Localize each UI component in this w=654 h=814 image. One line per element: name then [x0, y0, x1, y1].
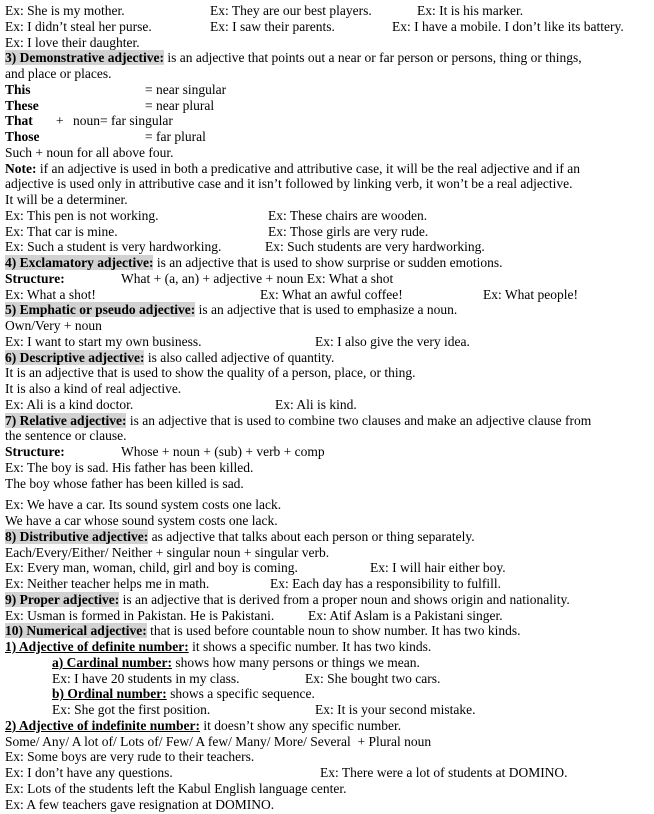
- example-line: [5, 397, 654, 413]
- example-text: Ex: Some boys are very rude to their teachers.: [5, 749, 255, 765]
- example-text: Ex: I love their daughter.: [5, 34, 140, 50]
- definition-text: is an adjective that is used to combine two clauses and make an adjective clause from: [126, 412, 592, 428]
- example-line: [5, 765, 654, 781]
- section-exclamatory: [5, 255, 654, 271]
- demonstrative-this-line: [5, 82, 654, 98]
- rule-text: Each/Every/Either/ Neither + singular noun + singular verb.: [5, 544, 330, 560]
- example-line: [5, 497, 654, 513]
- definition-line: [5, 381, 654, 397]
- example-text: Ex: Atif Aslam is a Pakistani singer.: [308, 607, 503, 623]
- example-text: Ex: There were a lot of students at DOMINO.: [320, 765, 568, 780]
- note-label: Note:: [5, 160, 37, 176]
- term-meaning: = far plural: [145, 129, 206, 144]
- example-text: Ex: Ali is a kind doctor.: [5, 396, 134, 412]
- section-descriptive: [5, 350, 654, 366]
- example-text: Ex: The boy is sad. His father has been killed.: [5, 459, 254, 475]
- example-text: Ex: I didn’t steal her purse.: [5, 18, 152, 34]
- example-line: [5, 224, 654, 240]
- term-meaning: noun= far singular: [73, 113, 173, 129]
- demonstrative-these-line: [5, 98, 654, 114]
- heading-relative-adjective: 7) Relative adjective:: [5, 412, 127, 428]
- definition-text: is an adjective that is used to show surprise or sudden emotions.: [153, 255, 503, 270]
- definition-text: as adjective that talks about each person or thing separately.: [148, 528, 475, 544]
- plus-sign: +: [56, 113, 64, 129]
- note-text: adjective is used only in attributive case and it isn’t followed by linking verb, it won’t be a real adjective.: [5, 176, 573, 192]
- definition-text: and place or places.: [5, 66, 112, 81]
- example-text: Ex: Ali is kind.: [275, 396, 357, 412]
- section-relative: [5, 413, 654, 429]
- subheading-definite-number: [5, 639, 654, 655]
- subheading-label: 2) Adjective of indefinite number:: [5, 717, 200, 733]
- example-text: Ex: I have a mobile. I don’t like its battery.: [392, 18, 624, 34]
- example-text: Ex: She bought two cars.: [305, 670, 441, 686]
- demonstrative-that-line: [5, 113, 654, 129]
- structure-line: [5, 271, 654, 287]
- rule-line: [5, 545, 654, 561]
- example-line: [5, 608, 654, 624]
- example-line: [5, 239, 654, 255]
- example-text: Ex: I saw their parents.: [210, 18, 335, 34]
- example-line: [5, 513, 654, 529]
- example-text: We have a car whose sound system costs one lack.: [5, 513, 278, 528]
- example-text: Ex: I also give the very idea.: [315, 333, 470, 349]
- section-proper: [5, 592, 654, 608]
- example-line: [5, 287, 654, 303]
- example-text: Ex: Neither teacher helps me in math.: [5, 576, 210, 591]
- structure-formula: Whose + noun + (sub) + verb + comp: [121, 444, 325, 459]
- example-text: Ex: I don’t have any questions.: [5, 765, 173, 780]
- term-meaning: = near singular: [145, 81, 227, 97]
- note-text: if an adjective is used in both a predicative and attributive case, it will be the real adjective and if an: [36, 160, 581, 176]
- example-line: [5, 749, 654, 765]
- definition-text: it doesn’t show any specific number.: [199, 717, 402, 733]
- example-text: Ex: She got the first position.: [52, 702, 211, 717]
- subheading-ordinal-number: [5, 686, 654, 702]
- subheading-cardinal-number: [5, 655, 654, 671]
- demonstrative-those-line: [5, 129, 654, 145]
- definition-line: [5, 365, 654, 381]
- subheading-label: b) Ordinal number:: [52, 686, 167, 702]
- example-text: Ex: What a shot!: [5, 286, 96, 302]
- definition-text: is an adjective that is used to emphasize a noun.: [195, 302, 458, 318]
- definition-text: is an adjective that points out a near or far person or persons, thing or things,: [163, 50, 582, 66]
- structure-line: [5, 444, 654, 460]
- definition-text: it shows a specific number. It has two kinds.: [188, 639, 432, 654]
- definition-text: It is also a kind of real adjective.: [5, 381, 182, 396]
- example-text: Ex: This pen is not working.: [5, 207, 159, 223]
- definition-text: the sentence or clause.: [5, 428, 127, 444]
- example-line: [5, 576, 654, 592]
- definition-line: [5, 428, 654, 444]
- term-those: Those: [5, 129, 40, 144]
- example-text: Ex: A few teachers gave resignation at DOMINO.: [5, 796, 275, 812]
- example-line: [5, 781, 654, 797]
- example-line: [5, 702, 654, 718]
- example-text: Ex: Such a student is very hardworking.: [5, 239, 222, 255]
- section-demonstrative: [5, 50, 654, 66]
- example-text: Ex: I want to start my own business.: [5, 333, 202, 349]
- example-text: Ex: That car is mine.: [5, 223, 118, 239]
- example-text: Ex: What an awful coffee!: [260, 286, 403, 302]
- section-emphatic: [5, 302, 654, 318]
- heading-distributive-adjective: 8) Distributive adjective:: [5, 528, 149, 544]
- structure-label: Structure:: [5, 270, 65, 286]
- structure-label: Structure:: [5, 444, 65, 459]
- example-line: [5, 560, 654, 576]
- example-line: [5, 460, 654, 476]
- example-line: [5, 476, 654, 492]
- example-text: Ex: They are our best players.: [210, 3, 372, 18]
- example-text: Ex: Such students are very hardworking.: [265, 239, 485, 255]
- rule-line: [5, 318, 654, 334]
- definition-text: that is used before countable noun to show number. It has two kinds.: [146, 623, 521, 639]
- rule-line: [5, 734, 654, 750]
- example-text: Ex: Usman is formed in Pakistan. He is Pakistani.: [5, 607, 275, 623]
- such-rule-line: [5, 145, 654, 161]
- example-text: Ex: What people!: [483, 286, 578, 302]
- definition-text: shows a specific sequence.: [166, 686, 315, 702]
- example-text: Ex: Each day has a responsibility to fulfill.: [270, 576, 501, 591]
- example-line: [5, 334, 654, 350]
- heading-exclamatory-adjective: 4) Exclamatory adjective:: [5, 255, 154, 270]
- heading-emphatic-adjective: 5) Emphatic or pseudo adjective:: [5, 302, 196, 318]
- example-text: Ex: Lots of the students left the Kabul English language center.: [5, 780, 347, 796]
- example-line: [5, 3, 654, 19]
- definition-line: [5, 66, 654, 82]
- subheading-label: a) Cardinal number:: [52, 654, 173, 670]
- term-meaning: = near plural: [145, 97, 215, 113]
- heading-descriptive-adjective: 6) Descriptive adjective:: [5, 349, 145, 365]
- structure-formula: What + (a, an) + adjective + noun Ex: What a shot: [121, 270, 394, 286]
- definition-text: is also called adjective of quantity.: [144, 349, 335, 365]
- definition-text: It is an adjective that is used to show the quality of a person, place, or thing.: [5, 365, 416, 381]
- section-distributive: [5, 529, 654, 545]
- subheading-label: 1) Adjective of definite number:: [5, 639, 189, 654]
- example-text: Ex: Those girls are very rude.: [268, 223, 429, 239]
- example-text: Ex: We have a car. Its sound system costs one lack.: [5, 497, 282, 513]
- term-this: This: [5, 81, 31, 97]
- example-text: Ex: I have 20 students in my class.: [52, 670, 240, 686]
- example-text: Ex: It is your second mistake.: [315, 702, 476, 717]
- example-text: Ex: Every man, woman, child, girl and boy is coming.: [5, 560, 298, 576]
- example-line: [5, 208, 654, 224]
- heading-numerical-adjective: 10) Numerical adjective:: [5, 623, 147, 639]
- example-text: Ex: It is his marker.: [417, 3, 524, 18]
- example-line: [5, 35, 654, 51]
- note-line: [5, 176, 654, 192]
- definition-text: is an adjective that is derived from a proper noun and shows origin and nationality.: [119, 591, 570, 607]
- note-text: It will be a determiner.: [5, 192, 128, 207]
- example-text: Ex: These chairs are wooden.: [268, 207, 428, 223]
- example-text: Ex: She is my mother.: [5, 3, 125, 18]
- section-numerical: [5, 623, 654, 639]
- subheading-indefinite-number: [5, 718, 654, 734]
- rule-text: Such + noun for all above four.: [5, 144, 174, 160]
- note-line: [5, 192, 654, 208]
- rule-text: Some/ Any/ A lot of/ Lots of/ Few/ A few/ Many/ More/ Several + Plural noun: [5, 733, 432, 749]
- example-line: [5, 671, 654, 687]
- heading-proper-adjective: 9) Proper adjective:: [5, 591, 120, 607]
- definition-text: shows how many persons or things we mean.: [172, 654, 420, 670]
- term-these: These: [5, 97, 39, 113]
- example-text: Ex: I will hair either boy.: [370, 560, 506, 576]
- rule-text: Own/Very + noun: [5, 318, 102, 333]
- term-that: That: [5, 113, 33, 129]
- example-line: [5, 19, 654, 35]
- example-text: The boy whose father has been killed is sad.: [5, 475, 244, 491]
- example-line: [5, 797, 654, 813]
- heading-demonstrative-adjective: 3) Demonstrative adjective:: [5, 50, 164, 66]
- note-line: [5, 161, 654, 177]
